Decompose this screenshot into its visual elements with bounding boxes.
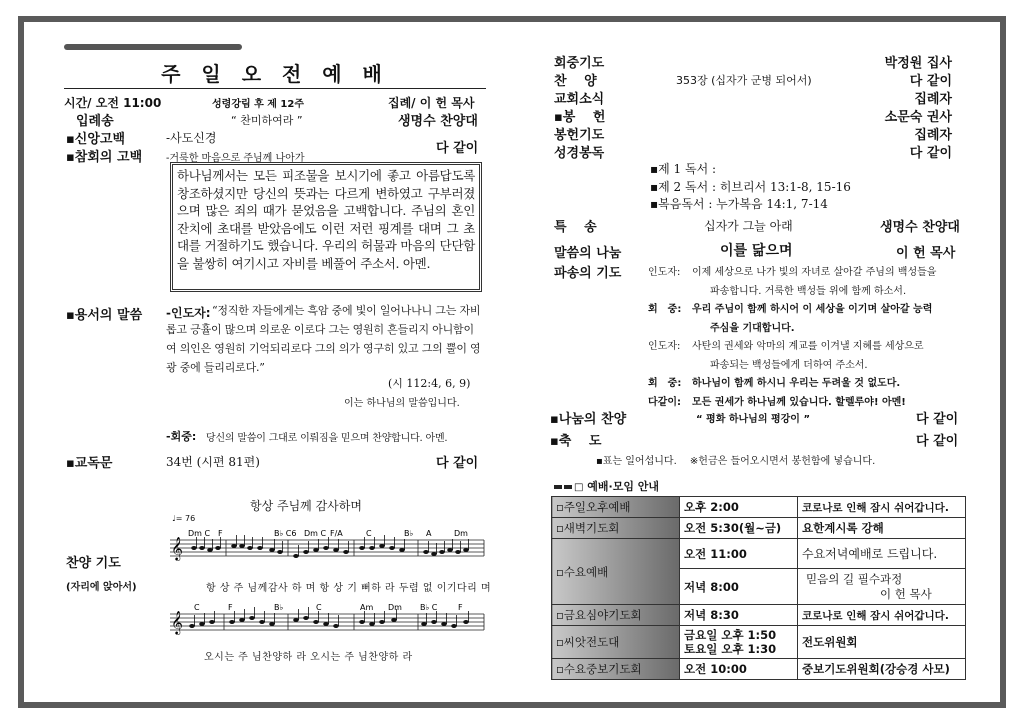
- praise-sub: (자리에 앉아서): [66, 582, 137, 593]
- bar-icon: [564, 485, 572, 489]
- sending-text: 파송합니다. 거룩한 백성들 위에 함께 하소서.: [710, 285, 907, 297]
- chord-symbol: A: [426, 529, 432, 538]
- reading-2: ▪제 2 독서 : 히브리서 13:1-8, 15-16: [650, 180, 851, 194]
- schedule-note: 중보기도위원회(강승경 사모): [798, 659, 966, 680]
- chord-symbol: F: [228, 603, 233, 612]
- sending-speaker: 회 중:: [648, 304, 682, 315]
- pardon-ref: (시 112:4, 6, 9): [388, 377, 471, 390]
- confession-text: -거룩한 마음으로 주님께 나아가: [166, 153, 305, 164]
- chord-symbol: Dm: [388, 603, 402, 612]
- sending-text: 파송되는 백성들에게 더하여 주소서.: [710, 359, 868, 371]
- chord-symbol: F: [458, 603, 463, 612]
- schedule-time: 오전 5:30(월~금): [680, 518, 798, 539]
- schedule-name: ▫금요심야기도회: [552, 605, 680, 626]
- sermon-label: 말씀의 나눔: [554, 246, 622, 261]
- note-head: [191, 546, 197, 550]
- order-who: 다 같이: [909, 146, 952, 161]
- entrance-label: 입례송: [76, 114, 114, 129]
- square-icon: □: [574, 482, 584, 493]
- order-label: 찬 양: [554, 74, 597, 89]
- schedule-note-line: 믿음의 길 필수과정: [806, 571, 903, 586]
- note-head: [447, 548, 453, 552]
- order-detail: 353장 (십자가 군병 되어서): [676, 74, 812, 87]
- sharing-praise-label: ▪나눔의 찬양: [550, 412, 627, 427]
- schedule-note: 코로나로 인해 잠시 쉬어갑니다.: [798, 605, 966, 626]
- reading-1: ▪제 1 독서 :: [650, 162, 717, 176]
- sending-text: 우리 주님이 함께 하시어 이 세상을 이기며 살아갈 능력: [692, 304, 933, 315]
- schedule-name: ▫주일오후예배: [552, 497, 680, 518]
- lyrics-line-1: 항 상 주 님께감사 하 며 항 상 기 뻐하 라 두렴 없 이기다리 며: [206, 583, 492, 594]
- service-time: 시간/ 오전 11:00: [64, 96, 162, 110]
- liturgical-season: 성령강림 후 제 12주: [212, 99, 304, 110]
- order-label: 교회소식: [554, 92, 605, 107]
- schedule-time: 오후 2:00: [680, 497, 798, 518]
- note-head: [303, 550, 309, 554]
- song-title: 항상 주님께 감사하며: [250, 499, 362, 513]
- bar-icon: [554, 485, 562, 489]
- sending-text: 하나님이 함께 하시니 우리는 두려울 것 없도다.: [692, 378, 901, 389]
- schedule-name: ▫새벽기도회: [552, 518, 680, 539]
- schedule-name: ▫수요예배: [552, 539, 680, 605]
- note-head: [293, 554, 299, 558]
- note-head: [313, 548, 319, 552]
- note-head: [379, 544, 385, 548]
- note-head: [463, 548, 469, 552]
- title-divider: [64, 88, 486, 89]
- special-choir: 생명수 찬양대: [880, 220, 960, 235]
- chord-symbol: Dm C: [304, 529, 327, 538]
- schedule-time: 저녁 8:30: [680, 605, 798, 626]
- confession-prayer-box: 하나님께서는 모든 피조물을 보시기에 좋고 아름답도록 창조하셨지만 당신의 뜻과는 다르게 변하였고 구부러졌으며 많은 죄의 때가 묻었음을 고백합니다. 주님의 혼인잔치에 초대를 받았음에도 이런 저런 핑계를 대며 그 초대를 거절하기도 했습니다. 우리의 허물과 마음의 단단함을 불쌍히 여기시고 자비를 베풀어 주소서. 아멘.: [170, 162, 482, 292]
- note-head: [257, 546, 263, 550]
- treble-clef-icon: 𝄞: [171, 610, 183, 634]
- note-head: [333, 624, 339, 628]
- schedule-title: 예배·모임 안내: [587, 480, 660, 493]
- note-head: [359, 620, 365, 624]
- order-who: 박정원 집사: [884, 56, 952, 71]
- special-label: 특 송: [554, 220, 597, 235]
- note-head: [391, 618, 397, 622]
- order-who: 집례자: [914, 92, 952, 107]
- chord-symbol: C: [366, 529, 372, 538]
- table-row: [552, 497, 966, 518]
- treble-clef-icon: 𝄞: [171, 536, 183, 560]
- confession-who: 다 같이: [436, 141, 479, 156]
- pardon-text: “정직한 자들에게는 흑암 중에 빛이 일어나나니 그는 자비롭고 긍휼이 많으며 의로운 이로다 그는 영원히 흔들리지 아니함이여 의인은 영원히 기억되리로다 그의 의가 영구히 있고 그의 뿔이 영광 중에 들리리로다.”: [166, 304, 481, 374]
- chord-symbol: C: [316, 603, 322, 612]
- note-head: [369, 546, 375, 550]
- table-row: [552, 518, 966, 539]
- schedule-note: 수요저녁예배로 드립니다.: [798, 539, 966, 569]
- note-head: [239, 544, 245, 548]
- creed-text: -사도신경: [166, 131, 217, 145]
- responsive-label: ▪교독문: [66, 456, 113, 471]
- pardon-response-label: -회중:: [166, 430, 197, 443]
- table-row: [552, 626, 966, 659]
- pardon-affirm: 이는 하나님의 말씀입니다.: [344, 398, 460, 409]
- note-head: [259, 620, 265, 624]
- sending-text: 주심을 기대합니다.: [710, 322, 795, 334]
- schedule-note: 요한계시록 강해: [798, 518, 966, 539]
- chord-symbol: B♭: [404, 529, 414, 538]
- note-head: [269, 622, 275, 626]
- chord-symbol: B♭ C6: [274, 529, 297, 538]
- bulletin-frame: [18, 16, 1006, 708]
- note-head: [199, 546, 205, 550]
- note-head: [209, 620, 215, 624]
- schedule-time-line: 금요일 오후 1:50: [684, 628, 777, 642]
- note-head: [323, 622, 329, 626]
- chord-symbol: C: [194, 603, 200, 612]
- note-head: [439, 550, 445, 554]
- note-head: [359, 546, 365, 550]
- note-head: [239, 618, 245, 622]
- note-head: [231, 544, 237, 548]
- sharing-praise-song: “ 평화 하나님의 평강이 ”: [696, 414, 811, 425]
- schedule-name: ▫씨앗전도대: [552, 626, 680, 659]
- sermon-title: 이를 닮으며: [720, 243, 793, 259]
- service-title: 주 일 오 전 예 배: [161, 62, 389, 86]
- note-head: [269, 548, 275, 552]
- chord-symbol: B♭ C: [420, 603, 438, 612]
- chord-symbol: F/A: [330, 529, 343, 538]
- sending-speaker: 회 중:: [648, 378, 682, 389]
- reading-3: ▪복음독서 : 누가복음 14:1, 7-14: [650, 197, 828, 211]
- sharing-praise-who: 다 같이: [916, 412, 959, 427]
- confession-label: ▪참회의 고백: [66, 150, 143, 165]
- note-head: [199, 622, 205, 626]
- chord-symbol: B♭: [274, 603, 284, 612]
- creed-label: ▪신앙고백: [66, 132, 126, 147]
- note-head: [399, 548, 405, 552]
- schedule-time: 오전 10:00: [680, 659, 798, 680]
- responsive-who: 다 같이: [436, 456, 479, 471]
- sending-speaker: 인도자:: [648, 267, 681, 278]
- pardon-leader: -인도자:: [166, 306, 211, 320]
- lyrics-line-2: 오시는 주 님찬양하 라 오시는 주 님찬양하 라: [204, 652, 413, 663]
- blessing-label: ▪축 도: [550, 434, 602, 449]
- sermon-preacher: 이 헌 목사: [896, 246, 956, 261]
- schedule-name: ▫수요중보기도회: [552, 659, 680, 680]
- sending-text: 사탄의 권세와 악마의 계교를 이겨낼 지혜를 세상으로: [692, 341, 924, 352]
- schedule-note-line: 이 헌 목사: [880, 586, 932, 601]
- note-head: [369, 622, 375, 626]
- note-head: [313, 620, 319, 624]
- responsive-text: 34번 (시편 81편): [166, 455, 260, 469]
- table-row: [552, 539, 966, 569]
- note-head: [431, 620, 437, 624]
- pardon-label: ▪용서의 말씀: [66, 308, 143, 323]
- order-label: ▪봉 헌: [554, 110, 606, 125]
- note-head: [343, 550, 349, 554]
- schedule-header: [554, 478, 659, 494]
- schedule-time-line: 토요일 오후 1:30: [684, 642, 777, 656]
- standing-note: ▪표는 일어섭니다. ※헌금은 들어오시면서 봉헌함에 넣습니다.: [596, 456, 876, 467]
- sending-speaker: 다같이:: [648, 396, 681, 408]
- blessing-who: 다 같이: [916, 434, 959, 449]
- schedule-note: 코로나로 인해 잠시 쉬어갑니다.: [798, 497, 966, 518]
- note-head: [451, 624, 457, 628]
- note-head: [247, 546, 253, 550]
- table-row: [552, 605, 966, 626]
- entrance-choir: 생명수 찬양대: [398, 114, 478, 129]
- order-label: 회중기도: [554, 56, 605, 71]
- note-head: [421, 622, 427, 626]
- entrance-song: “ 찬미하여라 ”: [231, 114, 303, 127]
- order-label: 성경봉독: [554, 146, 605, 161]
- pardon-response: 당신의 말씀이 그대로 이뤄짐을 믿으며 찬양합니다. 아멘.: [206, 433, 448, 444]
- note-head: [455, 550, 461, 554]
- note-head: [441, 622, 447, 626]
- note-head: [379, 620, 385, 624]
- note-head: [207, 548, 213, 552]
- note-head: [249, 616, 255, 620]
- sending-speaker: 인도자:: [648, 341, 681, 352]
- schedule-note: 전도위원회: [798, 626, 966, 659]
- decorative-bar: [64, 44, 242, 50]
- song-tempo: ♩= 76: [172, 514, 196, 523]
- chord-symbol: F: [218, 529, 223, 538]
- note-head: [293, 618, 299, 622]
- order-who: 다 같이: [909, 74, 952, 89]
- note-head: [463, 620, 469, 624]
- note-head: [303, 616, 309, 620]
- sending-label: 파송의 기도: [554, 266, 622, 281]
- sending-text: 모든 권세가 하나님께 있습니다. 할렐루야! 아멘!: [692, 396, 906, 408]
- schedule-table: [551, 496, 966, 680]
- note-head: [423, 550, 429, 554]
- chord-symbol: Dm: [454, 529, 468, 538]
- schedule-time: 오전 11:00: [680, 539, 798, 569]
- note-head: [277, 550, 283, 554]
- schedule-note: [798, 569, 966, 605]
- chord-symbol: Dm C: [188, 529, 211, 538]
- note-head: [215, 546, 221, 550]
- note-head: [389, 546, 395, 550]
- schedule-time: [680, 626, 798, 659]
- schedule-time: 저녁 8:00: [680, 569, 798, 605]
- note-head: [323, 546, 329, 550]
- order-label: 봉헌기도: [554, 128, 605, 143]
- table-row: [552, 659, 966, 680]
- note-head: [333, 548, 339, 552]
- sending-text: 이제 세상으로 나가 빛의 자녀로 살아갈 주님의 백성들을: [692, 267, 937, 278]
- order-who: 소문숙 권사: [884, 110, 952, 125]
- note-head: [189, 624, 195, 628]
- praise-label: 찬양 기도: [66, 556, 121, 571]
- service-leader: 집례/ 이 헌 목사: [388, 96, 475, 110]
- chord-symbol: Am: [360, 603, 374, 612]
- note-head: [229, 620, 235, 624]
- special-song: 십자가 그늘 아래: [704, 219, 793, 233]
- order-who: 집례자: [914, 128, 952, 143]
- note-head: [431, 552, 437, 556]
